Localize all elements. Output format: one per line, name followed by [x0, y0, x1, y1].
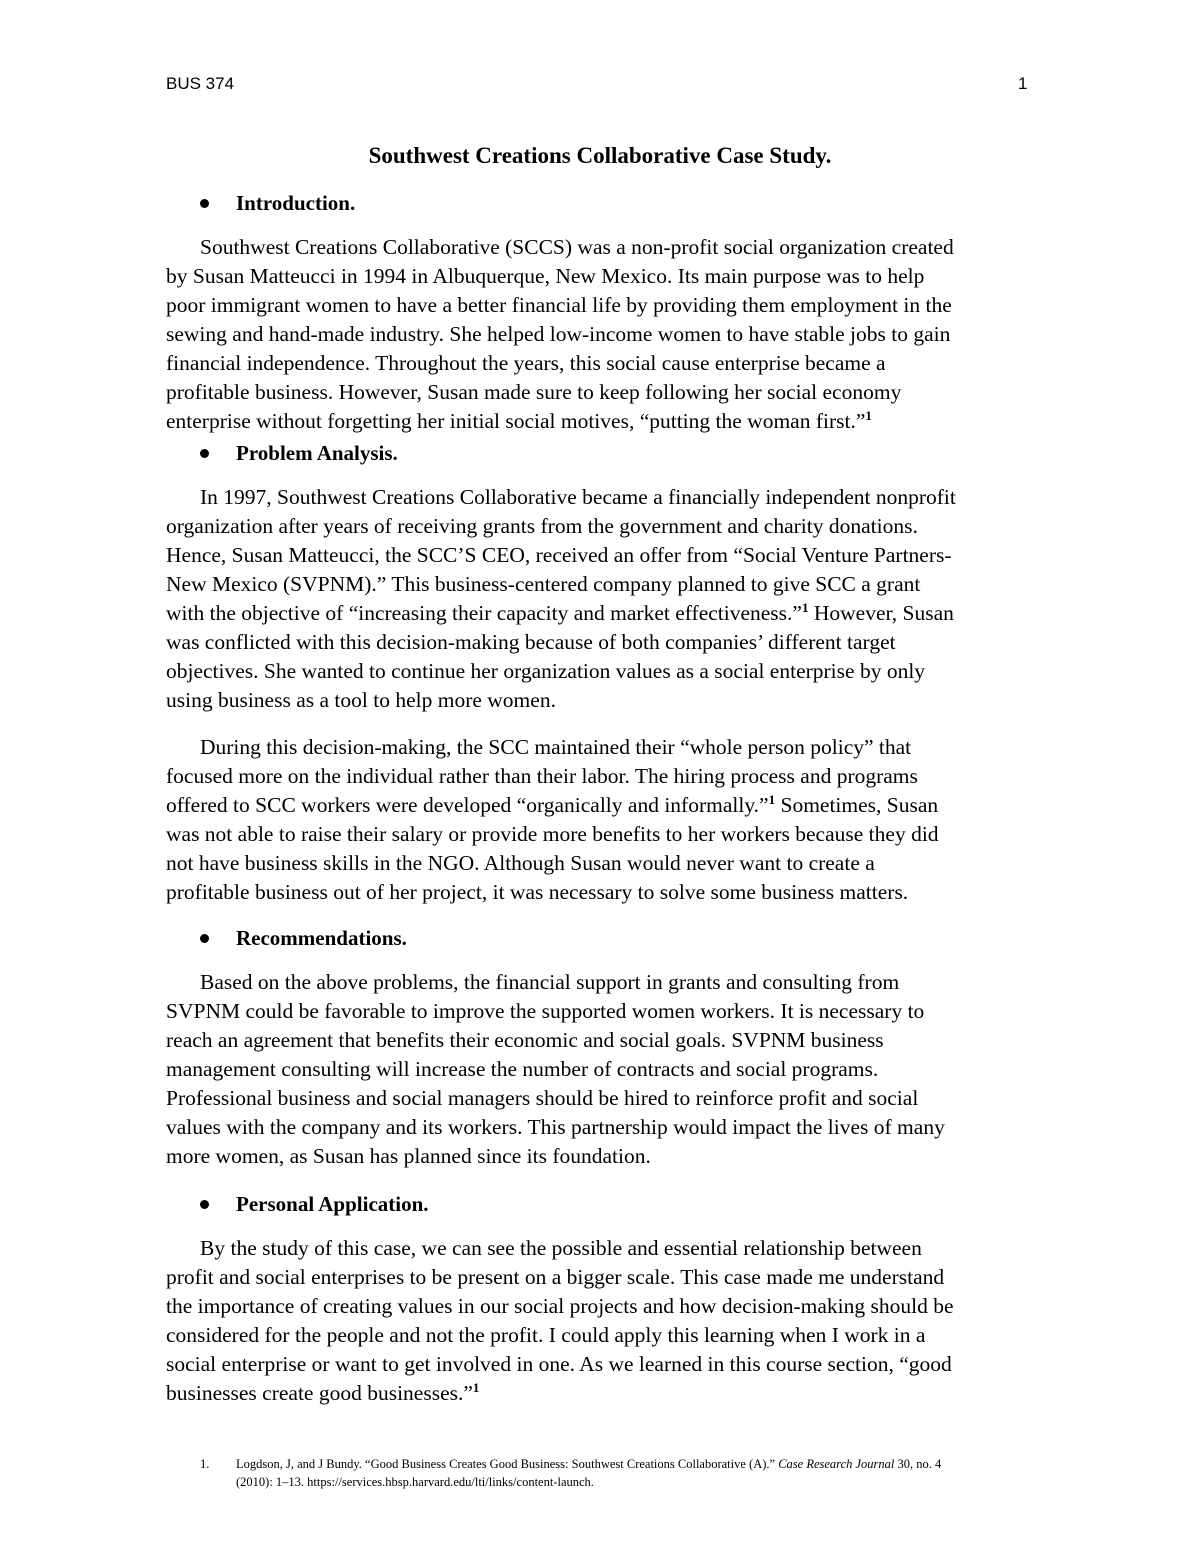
heading-text: Personal Application. — [236, 1192, 429, 1216]
text-line: financial independence. Throughout the years, this social cause enterprise became a — [166, 351, 886, 375]
text-span: Logdson, J, and J Bundy. “Good Business Creates Good Business: Southwest Creations Collaborative (A).” — [236, 1457, 779, 1471]
text-span: with the objective of “increasing their capacity and market effectiveness.” — [166, 601, 802, 625]
text-line: New Mexico (SVPNM).” This business-centered company planned to give SCC a grant — [166, 572, 921, 596]
heading-text: Problem Analysis. — [236, 441, 398, 465]
footnote-reference: 1 — [865, 408, 872, 423]
text-line: profitable business out of her project, it was necessary to solve some business matters. — [166, 880, 909, 904]
text-line — [166, 407, 1041, 436]
section-heading-introduction — [200, 191, 355, 216]
text-line: social enterprise or want to get involved in one. As we learned in this course section, “good — [166, 1352, 952, 1376]
text-line: During this decision-making, the SCC maintained their “whole person policy” that — [200, 735, 912, 759]
footnote-number: 1. — [200, 1457, 210, 1471]
text-line: not have business skills in the NGO. Although Susan would never want to create a — [166, 851, 875, 875]
text-span: However, Susan — [808, 601, 954, 625]
section-heading-personal-application — [200, 1192, 429, 1217]
text-line: organization after years of receiving grants from the government and charity donations. — [166, 514, 918, 538]
recommendations-paragraph — [166, 968, 1041, 1171]
bullet-icon — [200, 199, 209, 208]
document-title: Southwest Creations Collaborative Case Study. — [368, 143, 832, 168]
heading-text: Introduction. — [236, 191, 356, 215]
footnote-line — [236, 1455, 1040, 1473]
text-line: was conflicted with this decision-making because of both companies’ different target — [166, 630, 896, 654]
text-line: by Susan Matteucci in 1994 in Albuquerque, New Mexico. Its main purpose was to help — [166, 264, 925, 288]
heading-text: Recommendations. — [236, 926, 407, 950]
text-line — [166, 1379, 1041, 1408]
problem-paragraph-2 — [166, 733, 1041, 907]
text-line: SVPNM could be favorable to improve the supported women workers. It is necessary to — [166, 999, 925, 1023]
text-line: Southwest Creations Collaborative (SCCS) was a non-profit social organization created — [200, 235, 954, 259]
text-line: was not able to raise their salary or provide more benefits to her workers because they did — [166, 822, 939, 846]
text-line: Professional business and social managers should be hired to reinforce profit and social — [166, 1086, 919, 1110]
text-span: enterprise without forgetting her initial social motives, “putting the woman first.” — [166, 409, 866, 433]
text-span: businesses create good businesses.” — [166, 1381, 473, 1405]
footnote-reference: 1 — [801, 600, 809, 615]
text-line: poor immigrant women to have a better financial life by providing them employment in the — [166, 293, 952, 317]
bullet-icon — [200, 449, 209, 458]
introduction-paragraph — [166, 233, 1041, 436]
bullet-icon — [200, 1200, 209, 1209]
problem-paragraph-1 — [166, 483, 1041, 715]
text-line: more women, as Susan has planned since its foundation. — [166, 1144, 651, 1168]
text-line: Based on the above problems, the financial support in grants and consulting from — [200, 970, 900, 994]
footnote-reference: 1 — [768, 792, 776, 807]
text-line: the importance of creating values in our social projects and how decision-making should be — [166, 1294, 954, 1318]
text-line: profit and social enterprises to be present on a bigger scale. This case made me understand — [166, 1265, 945, 1289]
section-heading-problem-analysis — [200, 441, 398, 466]
footnote — [200, 1455, 1040, 1491]
text-line: considered for the people and not the profit. I could apply this learning when I work in a — [166, 1323, 926, 1347]
text-span: Sometimes, Susan — [775, 793, 939, 817]
text-line — [166, 599, 1041, 628]
text-line: using business as a tool to help more women. — [166, 688, 556, 712]
section-heading-recommendations — [200, 926, 407, 951]
text-line: reach an agreement that benefits their economic and social goals. SVPNM business — [166, 1028, 884, 1052]
page-number: 1 — [1018, 74, 1028, 93]
text-line: sewing and hand-made industry. She helped low-income women to have stable jobs to gain — [166, 322, 951, 346]
text-line: management consulting will increase the number of contracts and social programs. — [166, 1057, 879, 1081]
text-line: By the study of this case, we can see the possible and essential relationship between — [200, 1236, 922, 1260]
running-header: BUS 374 — [166, 74, 235, 93]
text-line — [166, 791, 1041, 820]
journal-title: Case Research Journal — [778, 1457, 895, 1471]
text-line: focused more on the individual rather than their labor. The hiring process and programs — [166, 764, 918, 788]
text-line: values with the company and its workers. This partnership would impact the lives of many — [166, 1115, 945, 1139]
text-line: profitable business. However, Susan made sure to keep following her social economy — [166, 380, 902, 404]
text-line: Hence, Susan Matteucci, the SCC’S CEO, received an offer from “Social Venture Partners- — [166, 543, 952, 567]
footnote-line: (2010): 1–13. https://services.hbsp.harvard.edu/lti/links/content-launch. — [236, 1475, 594, 1489]
footnote-reference: 1 — [472, 1380, 480, 1395]
text-line: objectives. She wanted to continue her organization values as a social enterprise by only — [166, 659, 926, 683]
text-span: 30, no. 4 — [894, 1457, 942, 1471]
personal-application-paragraph — [166, 1234, 1041, 1408]
footnote-text — [236, 1455, 1040, 1491]
text-span: offered to SCC workers were developed “organically and informally.” — [166, 793, 769, 817]
text-line: In 1997, Southwest Creations Collaborative became a financially independent nonprofit — [200, 485, 956, 509]
bullet-icon — [200, 934, 209, 943]
